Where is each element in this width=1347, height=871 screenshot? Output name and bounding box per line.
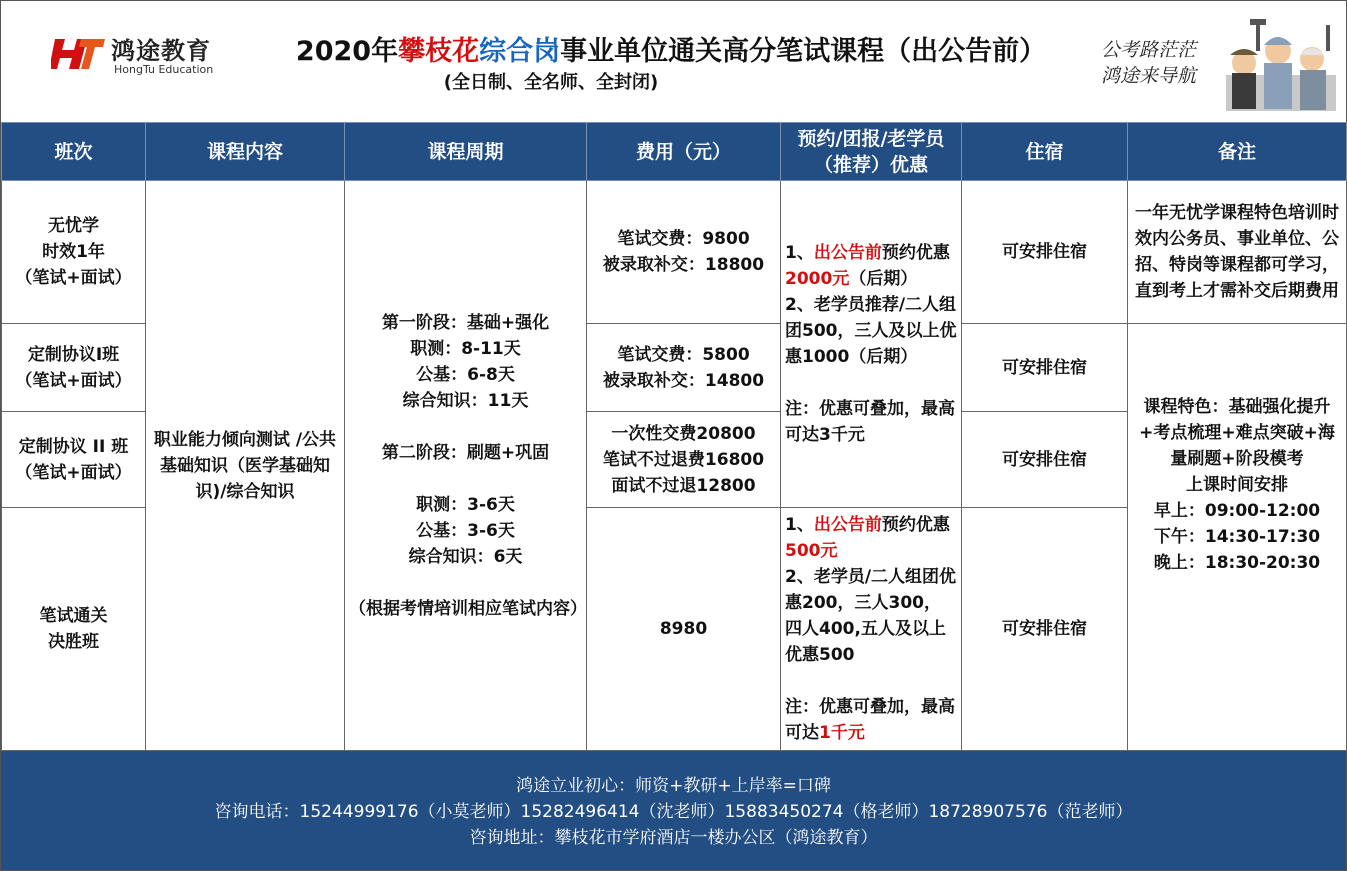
stay-value: 可安排住宿 bbox=[962, 181, 1128, 324]
fee-value: 8980 bbox=[587, 508, 781, 751]
fee-value: 一次性交费20800 笔试不过退费16800 面试不过退12800 bbox=[587, 412, 781, 508]
remark-schedule-title: 上课时间安排 bbox=[1186, 475, 1288, 495]
discount-item-1-number: 1、 bbox=[785, 515, 814, 535]
title-prefix: 2020年 bbox=[295, 36, 399, 67]
title-city: 攀枝花 bbox=[398, 36, 480, 67]
col-header-content: 课程内容 bbox=[146, 123, 345, 181]
footer-address: 咨询地址：攀枝花市学府酒店一楼办公区（鸿途教育） bbox=[469, 828, 878, 848]
discount-item-2: 2、老学员/二人组团优惠200，三人300，四人400,五人及以上优惠500 bbox=[785, 567, 957, 665]
remark-feature: 课程特色：基础强化提升+考点梳理+难点突破+海量刷题+阶段模考 bbox=[1139, 397, 1335, 469]
remark-cell bbox=[1128, 324, 1347, 751]
discount-item-1-amount: 500元 bbox=[785, 541, 838, 561]
class-name: 定制协议I班 （笔试+面试） bbox=[2, 324, 146, 412]
class-name: 笔试通关 决胜班 bbox=[2, 508, 146, 751]
discount-note-amount: 1千元 bbox=[819, 723, 865, 743]
period-stage-1: 第一阶段：基础+强化 职测：8-11天 公基：6-8天 综合知识：11天 bbox=[381, 312, 550, 411]
discount-note-text: 注：优惠可叠加，最高可达 bbox=[785, 697, 955, 743]
footer-phones: 咨询电话：15244999176（小莫老师）15282496414（沈老师）15883450274（格老师）18728907576（范老师） bbox=[214, 802, 1133, 822]
title-suffix: 事业单位通关高分笔试课程（出公告前） bbox=[560, 36, 1047, 67]
class-name: 无忧学 时效1年 （笔试+面试） bbox=[2, 181, 146, 324]
period-note: （根据考情培训相应笔试内容） bbox=[349, 598, 587, 619]
course-content: 职业能力倾向测试 /公共基础知识（医学基础知识)/综合知识 bbox=[146, 181, 345, 751]
discount-cell bbox=[781, 508, 962, 751]
discount-item-1-highlight: 出公告前 bbox=[813, 243, 882, 263]
fee-value: 笔试交费：9800 被录取补交：18800 bbox=[587, 181, 781, 324]
slogan-line-1: 公考路茫茫 bbox=[1101, 39, 1197, 61]
stay-value: 可安排住宿 bbox=[962, 412, 1128, 508]
discount-note bbox=[785, 694, 957, 746]
period-stage-2-detail: 职测：3-6天 公基：3-6天 综合知识：6天 bbox=[408, 494, 523, 567]
discount-item-1-highlight: 出公告前 bbox=[813, 515, 882, 535]
col-header-remark: 备注 bbox=[1128, 123, 1347, 181]
col-header-fee: 费用（元） bbox=[587, 123, 781, 181]
table-header-row bbox=[2, 123, 1347, 181]
period-stage-2-title: 第二阶段：刷题+巩固 bbox=[381, 442, 550, 463]
remark-afternoon: 下午：14:30-17:30 bbox=[1153, 527, 1321, 547]
col-header-class: 班次 bbox=[2, 123, 146, 181]
course-period bbox=[345, 181, 587, 751]
discount-item-1-text: 预约优惠 bbox=[881, 243, 950, 263]
discount-item-1 bbox=[785, 240, 957, 292]
ht-logo-icon bbox=[51, 33, 105, 73]
page-subtitle: (全日制、全名师、全封闭) bbox=[443, 72, 659, 93]
poster-header bbox=[1, 1, 1346, 122]
workers-illustration-icon bbox=[1216, 15, 1344, 111]
logo-chinese-name: 鸿途教育 bbox=[111, 37, 211, 65]
stay-value: 可安排住宿 bbox=[962, 508, 1128, 751]
col-header-stay: 住宿 bbox=[962, 123, 1128, 181]
logo-english-name: HongTu Education bbox=[114, 63, 214, 76]
slogan-line-2: 鸿途来导航 bbox=[1101, 65, 1197, 87]
col-header-period: 课程周期 bbox=[345, 123, 587, 181]
page-title bbox=[241, 29, 1101, 68]
discount-item-2: 2、老学员推荐/二人组团500，三人及以上优惠1000（后期） bbox=[785, 295, 957, 367]
brand-logo bbox=[51, 31, 231, 79]
discount-note: 注：优惠可叠加，最高可达3千元 bbox=[785, 399, 955, 445]
discount-item-1-number: 1、 bbox=[785, 243, 814, 263]
course-table bbox=[1, 122, 1347, 751]
remark-cell: 一年无忧学课程特色培训时效内公务员、事业单位、公招、特岗等课程都可学习，直到考上才需补交后期费用 bbox=[1128, 181, 1347, 324]
discount-item-1-text: 预约优惠 bbox=[881, 515, 950, 535]
discount-cell bbox=[781, 181, 962, 508]
poster-footer bbox=[1, 751, 1346, 870]
remark-evening: 晚上：18:30-20:30 bbox=[1153, 553, 1321, 573]
remark-morning: 早上：09:00-12:00 bbox=[1153, 501, 1321, 521]
col-header-discount: 预约/团报/老学员（推荐）优惠 bbox=[781, 123, 962, 181]
class-name: 定制协议 II 班 （笔试+面试） bbox=[2, 412, 146, 508]
footer-motto: 鸿途立业初心：师资+教研+上岸率=口碑 bbox=[516, 776, 831, 796]
stay-value: 可安排住宿 bbox=[962, 324, 1128, 412]
discount-item-1-amount: 2000元 bbox=[785, 269, 850, 289]
fee-value: 笔试交费：5800 被录取补交：14800 bbox=[587, 324, 781, 412]
discount-item-1-suffix: （后期） bbox=[849, 269, 918, 289]
table-row bbox=[2, 181, 1347, 324]
title-post: 综合岗 bbox=[479, 36, 561, 67]
discount-item-1 bbox=[785, 512, 957, 564]
